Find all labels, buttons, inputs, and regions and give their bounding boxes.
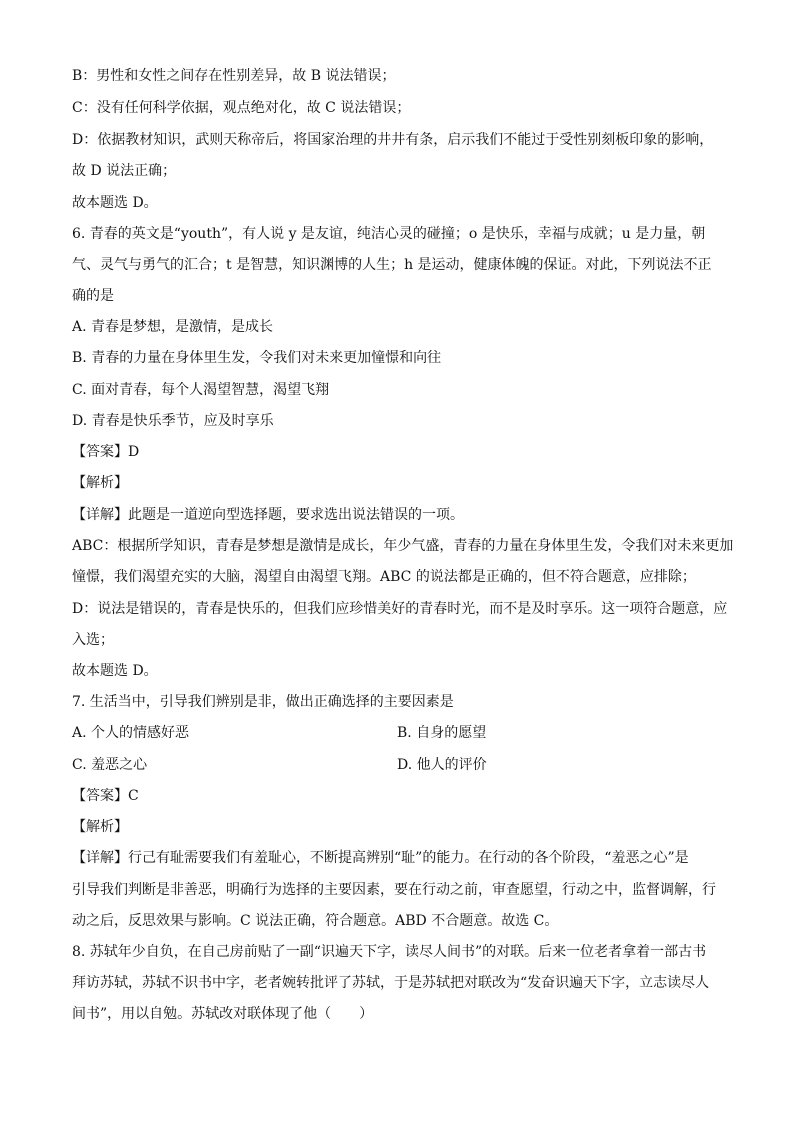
question-7-option-d: D. 他人的评价 (397, 757, 487, 773)
question-8-stem: 间书”，用以自勉。苏轼改对联体现了他（ ） (72, 1006, 374, 1022)
question-6-stem: 确的是 (72, 288, 114, 304)
text-line: 故本题选 D。 (72, 195, 158, 211)
question-7-option-c: C. 羞恶之心 (72, 757, 148, 773)
question-8-stem: 8. 苏轼年少自负，在自己房前贴了一副“识遍天下字，读尽人间书”的对联。后来一位老者拿着一部古书 (72, 944, 707, 960)
question-8-stem: 拜访苏轼，苏轼不识书中字，老者婉转批评了苏轼，于是苏轼把对联改为“发奋识遍天下字，立志读尽人 (72, 975, 710, 991)
question-6-answer: 【答案】D (72, 444, 140, 460)
question-7-analysis-label: 【解析】 (72, 819, 128, 835)
question-7-option-a: A. 个人的情感好恶 (72, 725, 190, 741)
question-6-detail: 故本题选 D。 (72, 663, 158, 679)
question-6-detail: D：说法是错误的，青春是快乐的，但我们应珍惜美好的青春时光，而不是及时享乐。这一项符合题意，应 (72, 601, 728, 617)
question-7-detail: 引导我们判断是非善恶，明确行为选择的主要因素，要在行动之前，审查愿望，行动之中，监督调解，行 (72, 882, 716, 898)
question-6-stem: 气、灵气与勇气的汇合；t 是智慧，知识渊博的人生；h 是运动，健康体魄的保证。对此，下列说法不正 (72, 257, 712, 273)
question-6-detail: 入选； (72, 632, 114, 648)
question-7-detail: 动之后，反思效果与影响。C 说法正确，符合题意。ABD 不合题意。故选 C。 (72, 913, 559, 929)
question-7-option-b: B. 自身的愿望 (397, 725, 487, 741)
text-line: B：男性和女性之间存在性别差异，故 B 说法错误； (72, 68, 396, 84)
text-line: 故 D 说法正确； (72, 163, 177, 179)
question-6-option-d: D. 青春是快乐季节，应及时享乐 (72, 413, 274, 429)
question-7-stem: 7. 生活当中，引导我们辨别是非，做出正确选择的主要因素是 (72, 694, 454, 710)
question-6-option-a: A. 青春是梦想，是激情，是成长 (72, 319, 274, 335)
text-line: C：没有任何科学依据，观点绝对化，故 C 说法错误； (72, 100, 411, 116)
question-6-stem: 6. 青春的英文是“youth”，有人说 y 是友谊，纯洁心灵的碰撞；o 是快乐，幸福与成就；u 是力量，朝 (72, 226, 706, 242)
question-6-detail: 【详解】此题是一道逆向型选择题，要求选出说法错误的一项。 (72, 507, 464, 523)
question-6-detail: ABC：根据所学知识，青春是梦想是激情是成长，年少气盛，青春的力量在身体里生发，令我们对未来更加 (72, 538, 734, 554)
question-6-option-b: B. 青春的力量在身体里生发，令我们对未来更加憧憬和向往 (72, 350, 442, 366)
question-6-detail: 憧憬，我们渴望充实的大脑，渴望自由渴望飞翔。ABC 的说法都是正确的，但不符合题意，应排除； (72, 569, 696, 585)
question-6-option-c: C. 面对青春，每个人渴望智慧，渴望飞翔 (72, 382, 330, 398)
question-7-detail: 【详解】行己有耻需要我们有羞耻心，不断提高辨别“耻”的能力。在行动的各个阶段，“羞恶之心”是 (72, 850, 689, 866)
text-line: D：依据教材知识，武则天称帝后，将国家治理的井井有条，启示我们不能过于受性别刻板印象的影响， (72, 132, 714, 148)
question-6-analysis-label: 【解析】 (72, 475, 128, 491)
question-7-answer: 【答案】C (72, 788, 139, 804)
